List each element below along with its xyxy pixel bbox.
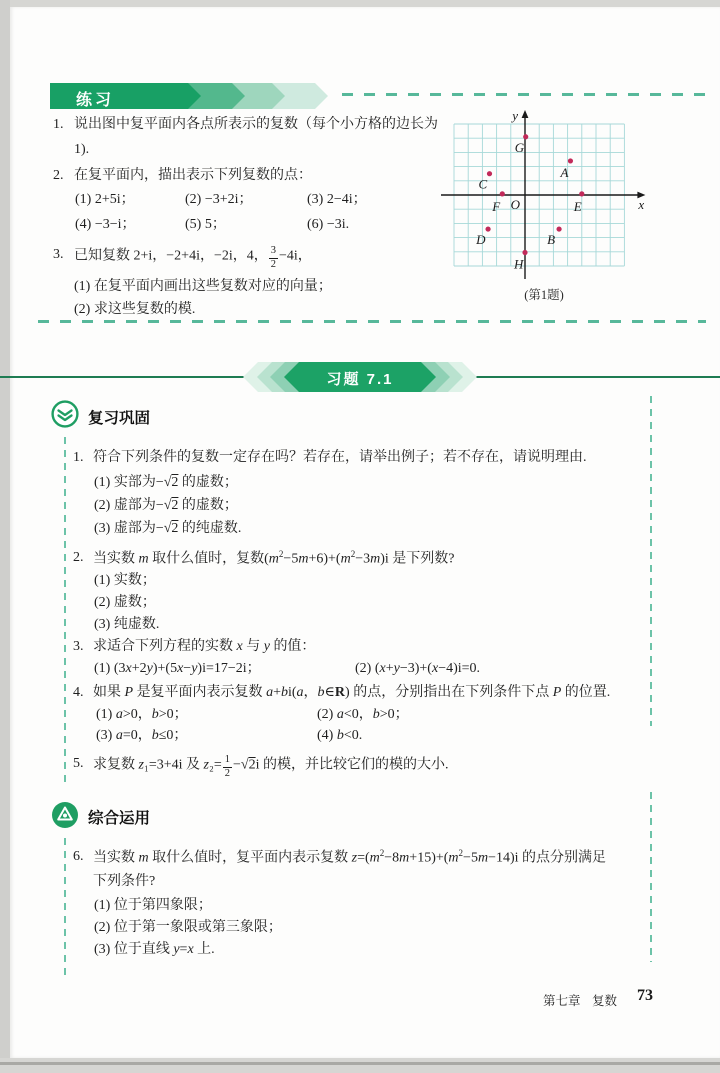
comprehensive-left-dashed-line: [64, 838, 66, 976]
plotted-point-C: [487, 171, 492, 176]
axis-label: y: [512, 108, 518, 123]
photo-edge-bottom: [0, 1058, 720, 1073]
point-label-B: B: [547, 232, 556, 248]
photo-edge-left: [0, 0, 10, 1073]
review-p5-number: 5.: [73, 756, 84, 771]
comprehensive-right-dashed-line: [650, 792, 652, 962]
review-right-dashed-line: [650, 396, 652, 726]
review-p3-sub-1: (1) (3x+2y)+(5x−y)i=17−2i；: [94, 661, 261, 676]
practice-p2-item-2: (2) −3+2i；: [185, 192, 253, 207]
photo-edge-bottom-line: [0, 1062, 720, 1065]
point-label-E: E: [573, 198, 582, 214]
comprehensive-p6-number: 6.: [73, 849, 84, 864]
figure-caption: (第1题): [524, 288, 564, 302]
comprehensive-p6-sub-2: (2) 位于第一象限或第三象限；: [94, 920, 282, 935]
review-p1-sub-1: (1) 实部为−√2 的虚数；: [94, 475, 238, 490]
practice-p1-number: 1.: [53, 117, 64, 132]
comprehensive-p6-sub-1: (1) 位于第四象限；: [94, 898, 212, 913]
plotted-point-F: [500, 191, 505, 196]
review-p4-sub-1: (1) a>0，b>0；: [96, 707, 188, 722]
plotted-point-D: [485, 226, 490, 231]
review-p3-sub-2: (2) (x+y−3)+(x−4)i=0.: [355, 661, 481, 676]
footer-page-number: 73: [637, 987, 653, 1004]
point-label-D: D: [476, 232, 486, 248]
practice-banner-label: 练习: [76, 92, 115, 109]
review-p4-sub-3: (3) a=0，b≤0；: [96, 728, 188, 743]
practice-p3-sub-1: (1) 在复平面内画出这些复数对应的向量；: [74, 279, 332, 294]
point-label-G: G: [514, 139, 525, 155]
point-label-H: H: [514, 256, 524, 272]
plotted-point-B: [556, 226, 561, 231]
comprehensive-p6-text-line1: 当实数 m 取什么值时，复平面内表示复数 $z=(m^2-8m+15)+(m^2-5m-14)i$ 的点分别满足: [93, 848, 607, 866]
axis-label: O: [510, 197, 520, 212]
footer-subject: 复数: [592, 994, 618, 1008]
plotted-point-H: [522, 250, 527, 255]
comprehensive-section-icon: [50, 800, 80, 830]
axis-label: x: [638, 197, 645, 212]
practice-box-bottom-dashed-line: [38, 320, 706, 323]
review-p4-text: 如果 P 是复平面内表示复数 a+bi(a，b∈R) 的点，分别指出在下列条件下点 P 的位置.: [93, 685, 611, 700]
practice-box-top-dashed-line: [342, 93, 706, 96]
practice-p3-sub-2: (2) 求这些复数的模.: [74, 302, 196, 317]
photo-edge-top: [0, 0, 720, 7]
practice-p1-text-line1: 说出图中复平面内各点所表示的复数（每个小方格的边长为: [74, 117, 438, 132]
practice-p3-text: 已知复数 2+i，−2+4i，−2i，4， $\frac{3}{2}$ −4i，: [74, 245, 312, 270]
point-label-F: F: [492, 198, 501, 214]
review-p2-sub-3: (3) 纯虚数.: [94, 617, 160, 632]
review-p2-text: 当实数 m 取什么值时，复数$(m^2-5m+6)+(m^2-3m)i$ 是下列数?: [93, 549, 455, 567]
plotted-point-A: [568, 158, 573, 163]
practice-p2-number: 2.: [53, 168, 64, 183]
review-p1-text: 符合下列条件的复数一定存在吗？若存在，请举出例子；若不存在，请说明理由.: [93, 450, 587, 465]
exercise-title: 习题 7.1: [326, 371, 394, 388]
review-p1-number: 1.: [73, 450, 84, 465]
review-p3-text: 求适合下列方程的实数 x 与 y 的值：: [93, 639, 316, 654]
footer-chapter: 第七章: [543, 994, 581, 1008]
practice-p2-item-6: (6) −3i.: [307, 217, 350, 232]
review-section-heading: 复习巩固: [88, 410, 151, 427]
complex-plane-figure: [438, 108, 650, 286]
practice-p2-item-1: (1) 2+5i；: [75, 192, 135, 207]
review-p1-sub-2: (2) 虚部为−√2 的虚数；: [94, 498, 238, 513]
review-p4-sub-4: (4) b<0.: [317, 728, 363, 743]
review-p2-sub-2: (2) 虚数；: [94, 595, 156, 610]
practice-p1-text-line2: 1).: [74, 142, 90, 157]
review-p5-text: 求复数 z₁=3+4i 及 z₂= $\frac{1}{2}$ −√2i 的模，并比较它们的模的大小.: [93, 754, 449, 779]
review-p3-number: 3.: [73, 639, 84, 654]
review-p2-sub-1: (1) 实数；: [94, 573, 156, 588]
practice-p2-item-4: (4) −3−i；: [75, 217, 136, 232]
plotted-point-E: [579, 191, 584, 196]
point-label-C: C: [478, 176, 488, 192]
point-label-A: A: [560, 164, 569, 180]
review-p4-number: 4.: [73, 685, 84, 700]
comprehensive-p6-sub-3: (3) 位于直线 y=x 上.: [94, 942, 215, 957]
practice-p2-item-5: (5) 5；: [185, 217, 226, 232]
comprehensive-p6-text-line2: 下列条件?: [93, 874, 156, 889]
review-p4-sub-2: (2) a<0，b>0；: [317, 707, 409, 722]
review-p1-sub-3: (3) 虚部为−√2 的纯虚数.: [94, 521, 242, 536]
comprehensive-section-heading: 综合运用: [88, 810, 151, 827]
practice-p2-text: 在复平面内，描出表示下列复数的点：: [74, 168, 312, 183]
plotted-point-G: [523, 134, 528, 139]
review-left-dashed-line: [64, 437, 66, 784]
practice-p3-number: 3.: [53, 247, 64, 262]
practice-p2-item-3: (3) 2−4i；: [307, 192, 367, 207]
review-section-icon: [50, 399, 80, 429]
review-p2-number: 2.: [73, 550, 84, 565]
